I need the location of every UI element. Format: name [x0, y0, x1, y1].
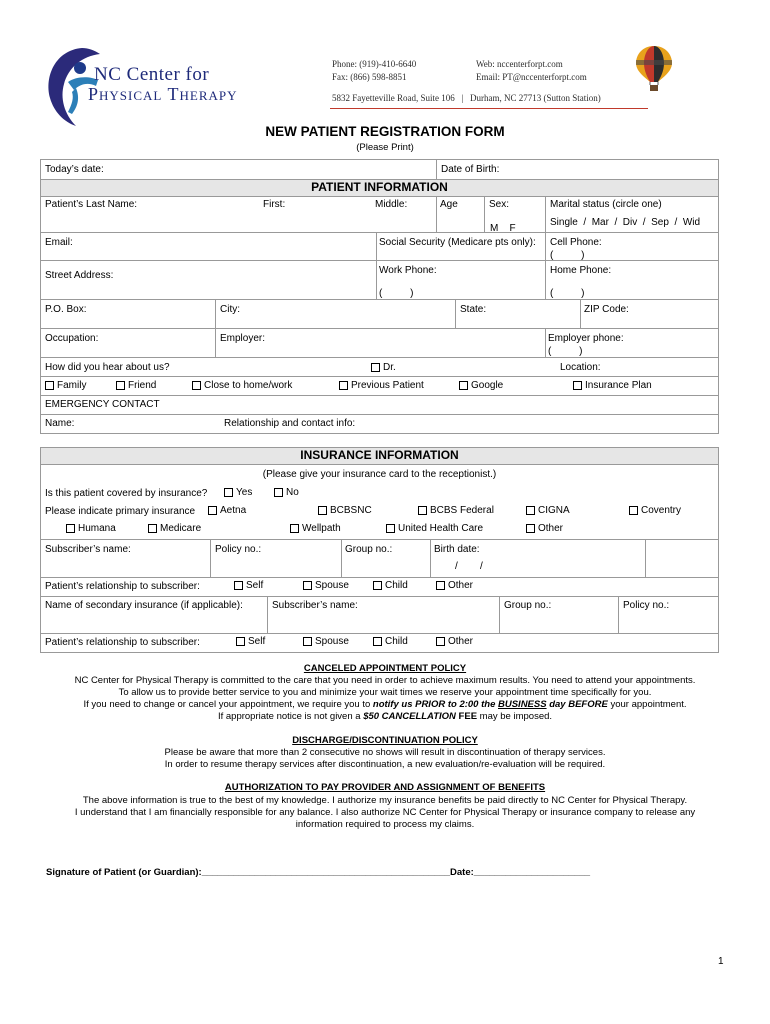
checkbox-icon[interactable]	[274, 488, 283, 497]
rule	[40, 260, 376, 261]
rule	[545, 328, 546, 357]
option-label: Previous Patient	[351, 380, 424, 391]
cancel-policy-line2: To allow us to provide better service to you and minimize your wait times we reserve your appointment time specifically for you.	[118, 687, 652, 698]
referral-option-friend[interactable]	[116, 380, 156, 391]
cancel-l3-text: If you need to change or cancel your appointment, we require you to	[83, 699, 373, 710]
cancel-l4-fee-word: FEE	[455, 711, 478, 722]
checkbox-icon[interactable]	[436, 637, 445, 646]
discharge-policy-line2: In order to resume therapy services after discontinuation, a new evaluation/re-evaluation will be required.	[164, 759, 606, 770]
rule	[718, 447, 719, 652]
rule	[40, 539, 719, 540]
insurance-note: (Please give your insurance card to the receptionist.)	[262, 469, 497, 480]
age-field[interactable]: Age	[440, 199, 458, 210]
rule	[718, 159, 719, 433]
option-label: Medicare	[160, 523, 202, 534]
option-label: Coventry	[641, 505, 682, 516]
option-label: Spouse	[315, 636, 349, 647]
rule	[376, 260, 719, 261]
secondary-group-field[interactable]: Group no.:	[504, 600, 552, 611]
option-label: Close to home/work	[204, 380, 293, 391]
option-label: Wellpath	[302, 523, 341, 534]
relationship-label-2: Patient’s relationship to subscriber:	[45, 637, 200, 648]
cell-phone-field[interactable]: Cell Phone:	[550, 237, 602, 248]
option-label: Spouse	[315, 580, 349, 591]
checkbox-icon[interactable]	[418, 506, 427, 515]
rule	[40, 328, 719, 329]
hot-air-balloon-icon	[634, 44, 674, 92]
dob-field[interactable]: Date of Birth:	[441, 164, 500, 175]
checkbox-icon[interactable]	[148, 524, 157, 533]
rule	[455, 299, 456, 328]
group-no-field[interactable]: Group no.:	[345, 544, 393, 555]
logo-line2: Physical Therapy	[88, 84, 238, 104]
discharge-policy-title: DISCHARGE/DISCONTINUATION POLICY	[292, 735, 478, 746]
option-label: Dr.	[383, 362, 396, 373]
auth-line2: I understand that I am financially responsible for any balance. I also authorize NC Center for Physical Therapy or insurance company to release any	[74, 807, 696, 818]
option-label: BCBSNC	[330, 505, 372, 516]
home-phone-parens: ( )	[550, 288, 585, 299]
rule	[40, 652, 719, 653]
rel2-spouse[interactable]	[303, 636, 349, 647]
page-title: NEW PATIENT REGISTRATION FORM	[265, 124, 505, 139]
rule	[40, 357, 719, 358]
sex-label: Sex:	[489, 199, 510, 210]
rule	[40, 179, 719, 180]
referral-option-close[interactable]	[192, 380, 292, 391]
ssn-field[interactable]: Social Security (Medicare pts only):	[379, 237, 536, 248]
zip-field[interactable]: ZIP Code:	[584, 304, 629, 315]
rule	[545, 196, 546, 299]
carrier-bcbs-federal[interactable]	[418, 505, 494, 516]
rule	[40, 395, 719, 396]
rule	[436, 159, 437, 179]
option-label: Google	[471, 380, 504, 391]
referral-dr-option[interactable]	[371, 362, 396, 373]
checkbox-icon[interactable]	[526, 506, 535, 515]
checkbox-icon[interactable]	[116, 381, 125, 390]
rel-other[interactable]	[436, 580, 473, 591]
option-label: Other	[448, 580, 474, 591]
rule	[580, 299, 581, 328]
rel2-other[interactable]	[436, 636, 473, 647]
referral-option-insurance[interactable]	[573, 380, 652, 391]
cancel-policy-line3	[0, 699, 770, 710]
work-phone-parens: ( )	[379, 288, 414, 299]
checkbox-icon[interactable]	[573, 381, 582, 390]
auth-line3: information required to process my claims.	[295, 819, 475, 830]
cancel-policy-title: CANCELED APPOINTMENT POLICY	[303, 663, 467, 674]
covered-label: Is this patient covered by insurance?	[45, 488, 208, 499]
option-label: Self	[248, 636, 266, 647]
checkbox-icon[interactable]	[290, 524, 299, 533]
rel2-child[interactable]	[373, 636, 408, 647]
cancel-l3-business: BUSINESS	[498, 699, 547, 710]
checkbox-icon[interactable]	[373, 581, 382, 590]
street-address-field[interactable]: Street Address:	[45, 270, 114, 281]
cancel-l4-text: If appropriate notice is not given a	[217, 711, 364, 722]
secondary-insurance-field[interactable]: Name of secondary insurance (if applicable):	[45, 600, 243, 611]
emergency-relationship-field[interactable]: Relationship and contact info:	[224, 418, 356, 429]
emergency-contact-heading: EMERGENCY CONTACT	[45, 399, 160, 410]
referral-option-google[interactable]	[459, 380, 503, 391]
marital-options[interactable]: Single / Mar / Div / Sep / Wid	[550, 217, 701, 228]
checkbox-icon[interactable]	[303, 637, 312, 646]
carrier-wellpath[interactable]	[290, 523, 341, 534]
referral-option-family[interactable]	[45, 380, 86, 391]
rule	[430, 539, 431, 577]
rel2-self[interactable]	[236, 636, 265, 647]
patient-info-heading: PATIENT INFORMATION	[311, 180, 448, 194]
header-address: 5832 Fayetteville Road, Suite 106 | Durham, NC 27713 (Sutton Station)	[332, 93, 601, 103]
hear-about-label: How did you hear about us?	[45, 362, 170, 373]
option-label: Insurance Plan	[585, 380, 652, 391]
secondary-policy-field[interactable]: Policy no.:	[623, 600, 670, 611]
city-field[interactable]: City:	[220, 304, 240, 315]
rule	[499, 596, 500, 633]
option-label: Self	[246, 580, 264, 591]
option-label: No	[286, 487, 299, 498]
rule	[40, 447, 41, 652]
employer-phone-field[interactable]: Employer phone:	[548, 333, 624, 344]
checkbox-icon[interactable]	[192, 381, 201, 390]
employer-phone-parens: ( )	[548, 346, 583, 357]
rule	[40, 196, 719, 197]
rule	[210, 539, 211, 577]
rule	[40, 447, 719, 448]
state-field[interactable]: State:	[460, 304, 487, 315]
sex-options[interactable]: M F	[490, 223, 516, 234]
primary-insurance-label: Please indicate primary insurance	[45, 506, 196, 517]
option-label: Child	[385, 580, 408, 591]
option-label: Child	[385, 636, 408, 647]
rule	[40, 433, 719, 434]
carrier-aetna[interactable]	[208, 505, 246, 516]
option-label: Family	[57, 380, 87, 391]
rule	[40, 159, 719, 160]
discharge-policy-line1: Please be aware that more than 2 consecutive no shows will result in discontinuation of therapy services.	[164, 747, 606, 758]
rule	[40, 376, 719, 377]
cancel-l3-end: your appointment.	[607, 699, 687, 710]
carrier-medicare[interactable]	[148, 523, 201, 534]
option-label: BCBS Federal	[430, 505, 494, 516]
carrier-bcbsnc[interactable]	[318, 505, 372, 516]
rule	[436, 196, 437, 232]
rule	[40, 577, 719, 578]
checkbox-icon[interactable]	[318, 506, 327, 515]
rule	[267, 596, 268, 633]
header-fax: Fax: (866) 598-8851	[332, 72, 407, 82]
option-label: Yes	[236, 487, 253, 498]
rule	[484, 196, 485, 232]
rule	[40, 232, 719, 233]
logo-line1: NC Center for	[94, 64, 210, 85]
auth-line1: The above information is true to the best of my knowledge. I authorize my insurance benefits be paid directly to NC Center for Physical Therapy.	[82, 795, 688, 806]
rule	[645, 539, 646, 577]
subscriber-name-field[interactable]: Subscriber’s name:	[45, 544, 131, 555]
checkbox-icon[interactable]	[373, 637, 382, 646]
covered-no-option[interactable]	[274, 487, 299, 498]
checkbox-icon[interactable]	[386, 524, 395, 533]
email-field[interactable]: Email:	[45, 237, 73, 248]
checkbox-icon[interactable]	[208, 506, 217, 515]
rule	[341, 539, 342, 577]
first-name-field[interactable]: First:	[263, 199, 286, 210]
option-label: Other	[538, 523, 564, 534]
cancel-l4-end: may be imposed.	[477, 711, 553, 722]
rel-spouse[interactable]	[303, 580, 349, 591]
todays-date-field[interactable]: Today’s date:	[45, 164, 104, 175]
referral-option-previous[interactable]	[339, 380, 424, 391]
checkbox-icon[interactable]	[236, 637, 245, 646]
location-field[interactable]: Location:	[560, 362, 601, 373]
cancel-l3-before: day BEFORE	[546, 699, 608, 710]
policy-no-field[interactable]: Policy no.:	[215, 544, 262, 555]
checkbox-icon[interactable]	[629, 506, 638, 515]
option-label: United Health Care	[398, 523, 484, 534]
rule	[40, 633, 719, 634]
rule	[618, 596, 619, 633]
work-phone-field[interactable]: Work Phone:	[379, 265, 437, 276]
middle-name-field[interactable]: Middle:	[375, 199, 408, 210]
occupation-field[interactable]: Occupation:	[45, 333, 99, 344]
rule	[215, 299, 216, 357]
secondary-subscriber-field[interactable]: Subscriber’s name:	[272, 600, 358, 611]
header-rule	[330, 108, 648, 109]
carrier-coventry[interactable]	[629, 505, 681, 516]
header-email[interactable]: Email: PT@nccenterforpt.com	[476, 72, 587, 82]
cell-phone-parens: ( )	[550, 250, 585, 261]
cancel-l3-emph: notify us PRIOR to 2:00 the	[372, 699, 498, 710]
signature-line[interactable]: Signature of Patient (or Guardian):_______________________________________________Date:______________________	[46, 867, 591, 878]
insurance-heading: INSURANCE INFORMATION	[300, 448, 459, 462]
emergency-name-field[interactable]: Name:	[45, 418, 75, 429]
rule	[40, 414, 719, 415]
home-phone-field[interactable]: Home Phone:	[550, 265, 612, 276]
checkbox-icon[interactable]	[339, 381, 348, 390]
rule	[40, 299, 719, 300]
option-label: Other	[448, 636, 474, 647]
page-subtitle: (Please Print)	[356, 142, 414, 153]
checkbox-icon[interactable]	[224, 488, 233, 497]
header-phone: Phone: (919)-410-6640	[332, 59, 417, 69]
page-number: 1	[718, 956, 724, 967]
cancel-l4-fee: $50 CANCELLATION	[363, 711, 456, 722]
option-label: Humana	[78, 523, 116, 534]
rel-self[interactable]	[234, 580, 263, 591]
option-label: Friend	[128, 380, 157, 391]
checkbox-icon[interactable]	[371, 363, 380, 372]
employer-field[interactable]: Employer:	[220, 333, 266, 344]
option-label: Aetna	[220, 505, 247, 516]
rule	[40, 464, 719, 465]
relationship-label: Patient’s relationship to subscriber:	[45, 581, 200, 592]
marital-label: Marital status (circle one)	[550, 199, 662, 210]
checkbox-icon[interactable]	[526, 524, 535, 533]
checkbox-icon[interactable]	[45, 381, 54, 390]
cancel-policy-line4	[0, 711, 770, 722]
cancel-policy-line1: NC Center for Physical Therapy is committed to the care that you need in order to achieve maximum results. You need to attend your appointments.	[74, 675, 696, 686]
option-label: CIGNA	[538, 505, 570, 516]
header-web[interactable]: Web: nccenterforpt.com	[476, 59, 563, 69]
last-name-field[interactable]: Patient’s Last Name:	[45, 199, 138, 210]
rel-child[interactable]	[373, 580, 408, 591]
birth-date-field[interactable]: Birth date:	[434, 544, 480, 555]
checkbox-icon[interactable]	[66, 524, 75, 533]
checkbox-icon[interactable]	[436, 581, 445, 590]
carrier-other[interactable]	[526, 523, 563, 534]
logo	[42, 42, 262, 127]
carrier-uhc[interactable]	[386, 523, 483, 534]
covered-yes-option[interactable]	[224, 487, 252, 498]
checkbox-icon[interactable]	[303, 581, 312, 590]
carrier-cigna[interactable]	[526, 505, 570, 516]
carrier-humana[interactable]	[66, 523, 116, 534]
auth-title: AUTHORIZATION TO PAY PROVIDER AND ASSIGNMENT OF BENEFITS	[224, 782, 546, 793]
po-box-field[interactable]: P.O. Box:	[45, 304, 87, 315]
rule	[376, 232, 377, 299]
rule	[40, 159, 41, 433]
checkbox-icon[interactable]	[459, 381, 468, 390]
checkbox-icon[interactable]	[234, 581, 243, 590]
birth-date-slashes: / /	[455, 561, 483, 572]
